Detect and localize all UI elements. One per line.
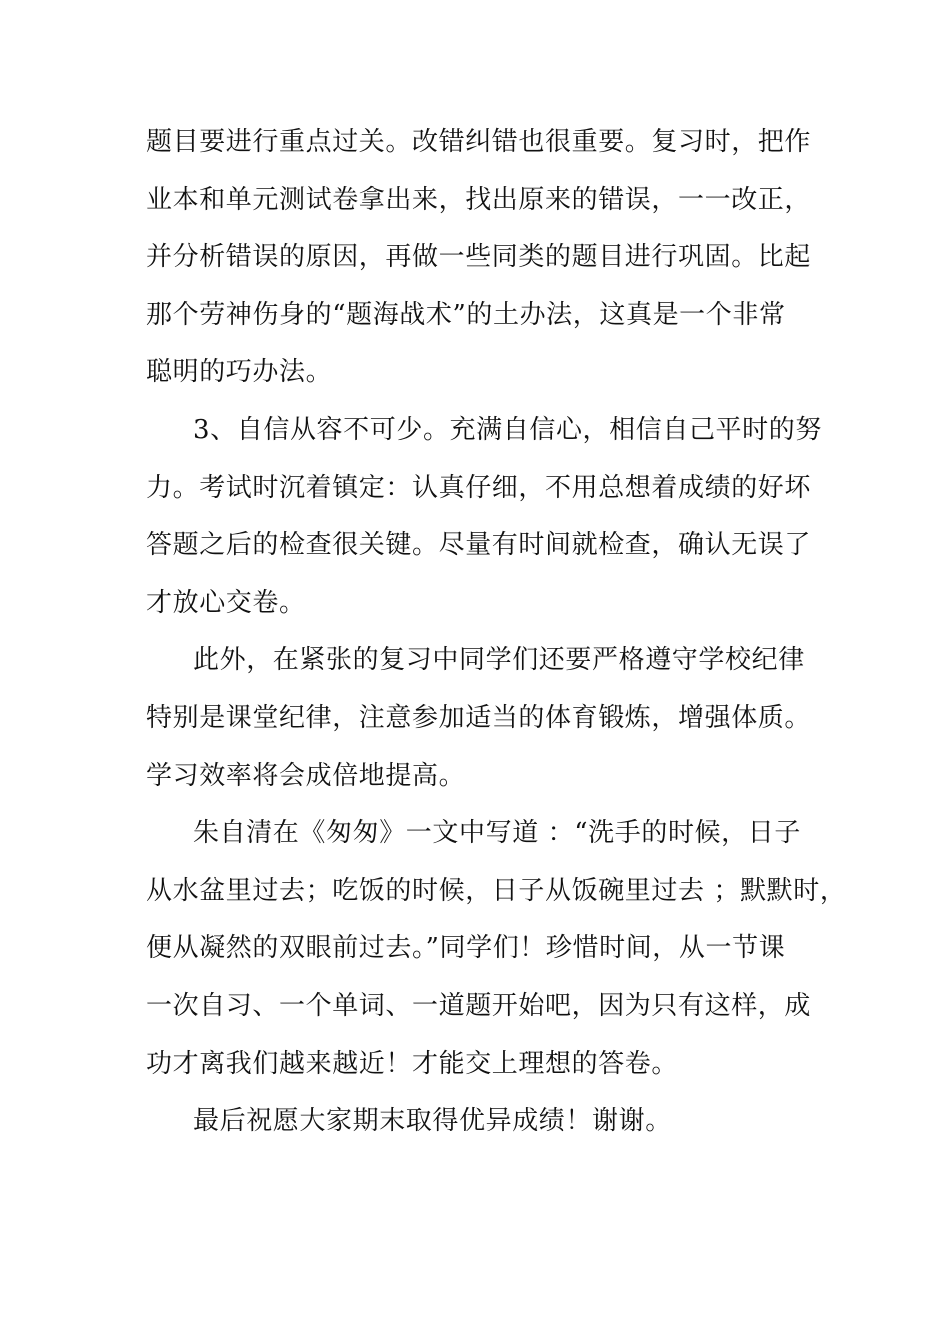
text-line: 从水盆里过去；吃饭的时候，日子从饭碗里过去 ；默默时， xyxy=(146,875,847,906)
text-line: 业本和单元测试卷拿出来，找出原来的错误，一一改正， xyxy=(146,184,812,215)
text-line: 那个劳神伤身的“题海战术”的土办法，这真是一个非常 xyxy=(146,299,786,330)
text-line: 力。考试时沉着镇定：认真仔细，不用总想着成绩的好坏 xyxy=(146,472,812,503)
text-line: 答题之后的检查很关键。尽量有时间就检查，确认无误了 xyxy=(146,530,812,561)
text-line: 便从凝然的双眼前过去。”同学们！珍惜时间，从一节课 xyxy=(146,933,786,964)
text-line: 才放心交卷。 xyxy=(146,587,306,618)
text-line: 学习效率将会成倍地提高。 xyxy=(146,760,466,791)
text-line: 并分析错误的原因，再做一些同类的题目进行巩固。比起 xyxy=(146,242,812,273)
text-line: 特别是课堂纪律，注意参加适当的体育锻炼，增强体质。 xyxy=(146,702,812,733)
text-line: 功才离我们越来越近！才能交上理想的答卷。 xyxy=(146,1048,679,1079)
document-body xyxy=(146,114,847,1151)
text-line: 题目要进行重点过关。改错纠错也很重要。复习时，把作 xyxy=(146,127,812,157)
paragraph-first-line: 朱自清在《匆匆》一文中写道 ：“洗手的时候，日子 xyxy=(193,818,801,849)
paragraph-first-line: 此外，在紧张的复习中同学们还要严格遵守学校纪律 xyxy=(193,645,805,676)
paragraph-first-line: 3、自信从容不可少。充满自信心，相信自己平时的努 xyxy=(193,414,822,445)
text-line: 聪明的巧办法。 xyxy=(146,357,333,388)
paragraph-first-line: 最后祝愿大家期末取得优异成绩！谢谢。 xyxy=(193,1106,672,1137)
text-line: 一次自习、一个单词、一道题开始吧，因为只有这样，成 xyxy=(146,990,812,1021)
